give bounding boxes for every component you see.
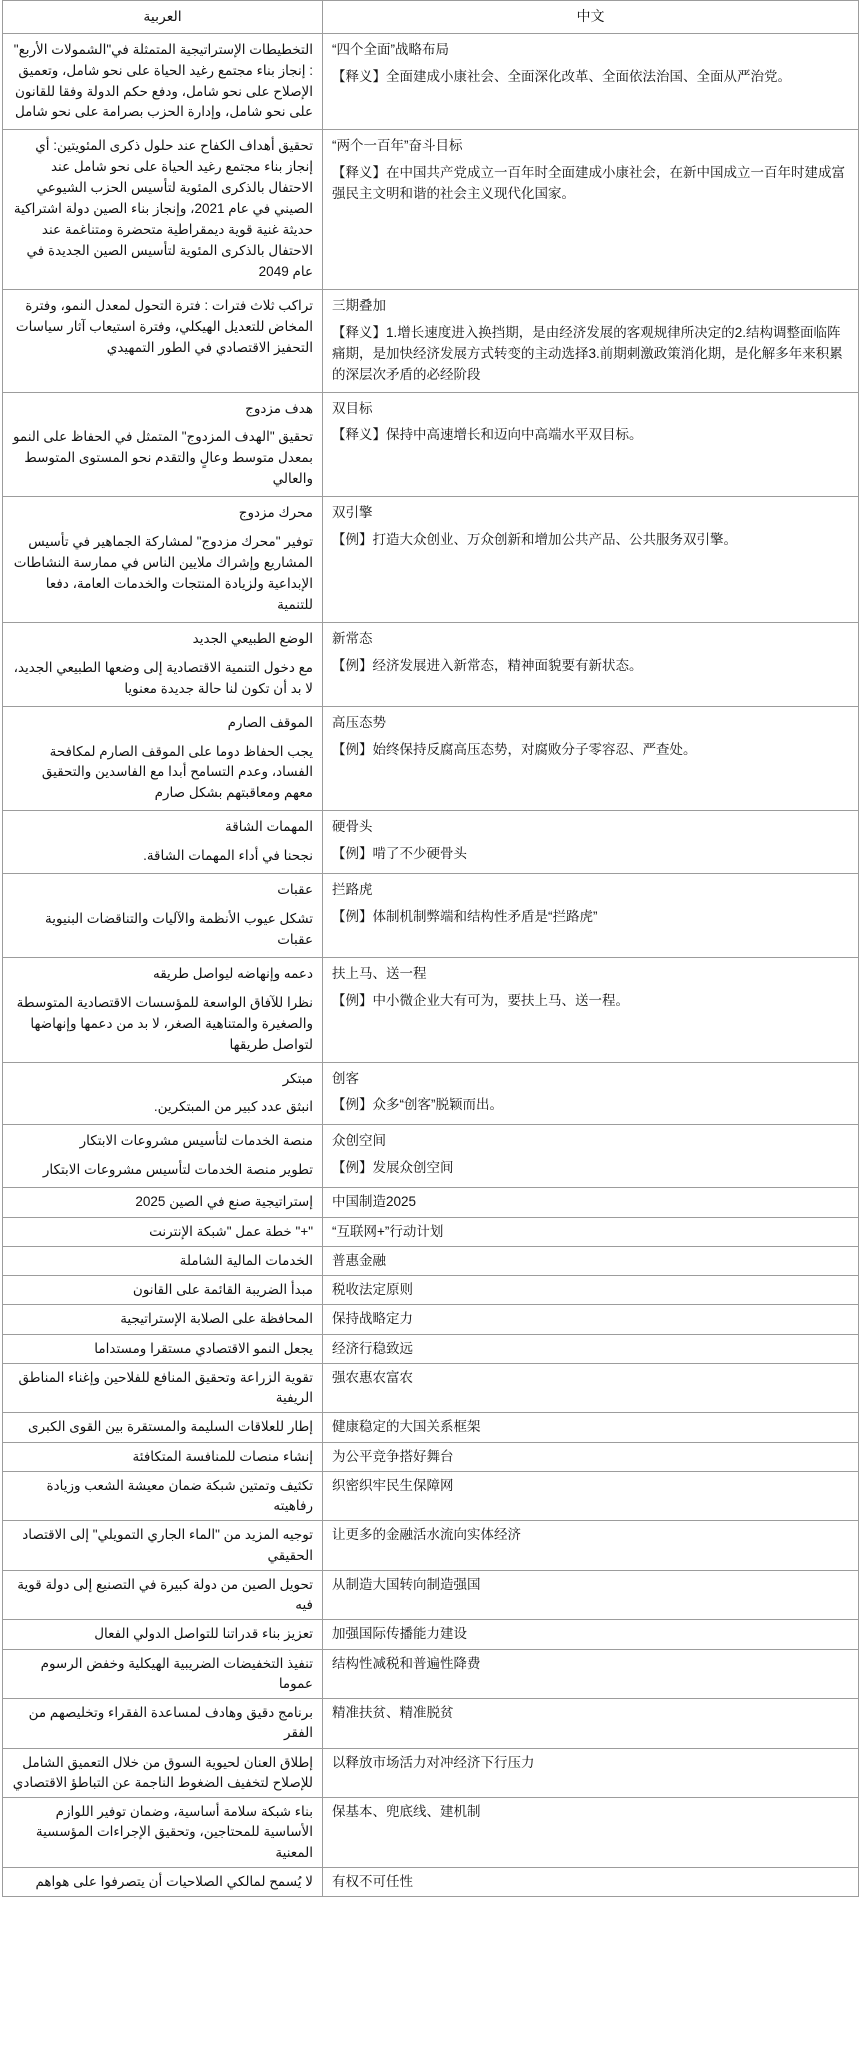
chinese-cell [323,33,859,130]
table-row [3,1413,859,1442]
arabic-gloss: مع دخول التنمية الاقتصادية إلى وضعها الطبيعي الجديد، لا بد أن تكون لنا حالة جديدة معنويا [13,659,313,696]
arabic-cell: لا يُسمح لمالكي الصلاحيات أن يتصرفوا على هواهم [3,1867,323,1896]
arabic-cell: الخدمات المالية الشاملة [3,1246,323,1275]
table-row [3,811,859,874]
chinese-cell [323,289,859,392]
arabic-term: الوضع الطبيعي الجديد [192,630,313,646]
chinese-cell: 为公平竞争搭好舞台 [323,1442,859,1471]
arabic-term: منصة الخدمات لتأسيس مشروعات الابتكار [79,1133,313,1149]
arabic-gloss: تطوير منصة الخدمات لتأسيس مشروعات الابتكار [42,1162,313,1178]
chinese-cell: “互联网+”行动计划 [323,1217,859,1246]
arabic-cell: إستراتيجية صنع في الصين 2025 [3,1188,323,1217]
table-row [3,1125,859,1188]
chinese-cell: 保基本、兜底线、建机制 [323,1798,859,1868]
chinese-cell: 保持战略定力 [323,1305,859,1334]
column-header-chinese: 中文 [323,1,859,34]
chinese-cell [323,1125,859,1188]
arabic-cell: إنشاء منصات للمنافسة المتكافئة [3,1442,323,1471]
glossary-body [3,33,859,1896]
arabic-cell [3,1062,323,1125]
chinese-term: 众创空间 [332,1133,386,1149]
arabic-gloss: التخطيطات الإستراتيجية المتمثلة في"الشمولات الأربع" : إنجاز بناء مجتمع رغيد الحياة على نحو شامل، وتعميق الإصلاح على نحو شامل، ودفع حكم الدولة وفقا للقانون على نحو شامل، وإدارة الحزب بصرامة على نحو شامل [13,41,313,120]
table-row [3,1062,859,1125]
arabic-cell [3,392,323,497]
table-row [3,1521,859,1571]
arabic-gloss: تراكب ثلاث فترات : فترة التحول لمعدل النمو، وفترة المخاض للتعديل الهيكلي، وفترة استيعاب آثار سياسات التحفيز الاقتصادي في الطور التمهيدي [15,297,313,355]
chinese-gloss: 【例】体制机制弊端和结构性矛盾是“拦路虎” [332,909,598,925]
arabic-cell [3,1125,323,1188]
chinese-cell [323,130,859,289]
arabic-cell [3,957,323,1062]
chinese-cell: 健康稳定的大国关系框架 [323,1413,859,1442]
table-row [3,1276,859,1305]
chinese-term: 硬骨头 [332,819,373,835]
table-row [3,497,859,623]
chinese-cell: 织密织牢民生保障网 [323,1471,859,1521]
arabic-cell [3,497,323,623]
arabic-term: المهمات الشاقة [225,819,313,835]
chinese-cell: 中国制造2025 [323,1188,859,1217]
table-row [3,1442,859,1471]
table-row [3,1305,859,1334]
table-row [3,289,859,392]
table-row [3,706,859,811]
arabic-cell: تنفيذ التخفيضات الضريبية الهيكلية وخفض الرسوم عموما [3,1649,323,1699]
table-row [3,1748,859,1798]
chinese-cell [323,392,859,497]
table-row [3,33,859,130]
arabic-gloss: يجب الحفاظ دوما على الموقف الصارم لمكافحة الفساد، وعدم التسامح أبدا مع الفاسدين والتحقيق معهم ومعاقبتهم بشكل صارم [41,743,313,801]
arabic-cell: المحافظة على الصلابة الإستراتيجية [3,1305,323,1334]
arabic-gloss: تحقيق أهداف الكفاح عند حلول ذكرى المئويتين: أي إنجاز بناء مجتمع رغيد الحياة على نحو شامل عند الاحتفال بالذكرى المئوية لتأسيس الحزب الشيوعي الصيني في عام 2021، وإنجاز بناء الصين دولة اشتراكية حديثة غنية قوية ديمقراطية متحضرة ومتناغمة عند الاحتفال بالذكرى المئوية لتأسيس الصين الجديدة في عام 2049 [13,138,313,279]
arabic-term: هدف مزدوج [245,400,313,416]
chinese-gloss: 【释义】全面建成小康社会、全面深化改革、全面依法治国、全面从严治党。 [332,68,791,84]
chinese-term: 拦路虎 [332,882,373,898]
chinese-cell [323,706,859,811]
arabic-term: محرك مزدوج [238,505,313,521]
chinese-gloss: 【释义】保持中高速增长和迈向中高端水平双目标。 [332,427,643,443]
chinese-cell: 以释放市场活力对冲经济下行压力 [323,1748,859,1798]
table-header-row [3,1,859,34]
chinese-term: 双目标 [332,400,373,416]
chinese-cell: 精准扶贫、精准脱贫 [323,1699,859,1749]
arabic-cell: تحويل الصين من دولة كبيرة في التصنيع إلى دولة قوية فيه [3,1570,323,1620]
chinese-term: “四个全面”战略布局 [332,41,449,57]
arabic-cell: يجعل النمو الاقتصادي مستقرا ومستداما [3,1334,323,1363]
arabic-cell [3,289,323,392]
table-row [3,1620,859,1649]
arabic-term: دعمه وإنهاضه ليواصل طريقه [152,965,313,981]
table-row [3,1649,859,1699]
chinese-gloss: 【例】经济发展进入新常态，精神面貌要有新状态。 [332,657,643,673]
table-row [3,874,859,958]
table-row [3,1798,859,1868]
chinese-cell [323,811,859,874]
chinese-cell [323,957,859,1062]
arabic-cell [3,874,323,958]
chinese-term: 新常态 [332,630,373,646]
chinese-cell: 结构性减税和普遍性降费 [323,1649,859,1699]
chinese-term: 扶上马、送一程 [332,965,427,981]
table-row [3,130,859,289]
arabic-cell: "+" خطة عمل "شبكة الإنترنت [3,1217,323,1246]
table-row [3,1570,859,1620]
table-row [3,1699,859,1749]
arabic-gloss: تحقيق "الهدف المزدوج" المتمثل في الحفاظ على النمو بمعدل متوسط وعالٍ والتقدم نحو المستوى المتوسط والعالي [12,429,313,487]
arabic-gloss: نظرا للآفاق الواسعة للمؤسسات الاقتصادية المتوسطة والصغيرة والمتناهية الصغر، لا بد من دعمها وإنهاضها لتواصل طريقها [16,994,313,1052]
glossary-table [2,0,859,1897]
arabic-gloss: تشكل عيوب الأنظمة والآليات والتناقضات البنيوية عقبات [44,911,313,947]
table-row [3,957,859,1062]
arabic-cell: تعزيز بناء قدراتنا للتواصل الدولي الفعال [3,1620,323,1649]
arabic-cell: تقوية الزراعة وتحقيق المنافع للفلاحين وإغناء المناطق الريفية [3,1363,323,1413]
chinese-term: “两个一百年”奋斗目标 [332,138,463,154]
table-row [3,1471,859,1521]
chinese-cell: 经济行稳致远 [323,1334,859,1363]
chinese-cell: 普惠金融 [323,1246,859,1275]
table-row [3,392,859,497]
chinese-gloss: 【释义】1.增长速度进入换挡期，是由经济发展的客观规律所决定的2.结构调整面临阵痛期，是加快经济发展方式转变的主动选择3.前期刺激政策消化期，是化解多年来积累的深层次矛盾的必经阶段 [332,324,843,382]
chinese-gloss: 【例】啃了不少硬骨头 [332,846,467,862]
table-row [3,1363,859,1413]
column-header-arabic: العربية [3,1,323,34]
table-row [3,1217,859,1246]
chinese-cell [323,1062,859,1125]
chinese-gloss: 【例】众多“创客”脱颖而出。 [332,1097,503,1113]
arabic-gloss: نجحنا في أداء المهمات الشاقة. [143,848,313,864]
arabic-gloss: انبثق عدد كبير من المبتكرين. [153,1099,313,1115]
arabic-cell: إطار للعلاقات السليمة والمستقرة بين القوى الكبرى [3,1413,323,1442]
table-row [3,1246,859,1275]
chinese-gloss: 【例】打造大众创业、万众创新和增加公共产品、公共服务双引擎。 [332,532,737,548]
arabic-cell: تكثيف وتمتين شبكة ضمان معيشة الشعب وزيادة رفاهيته [3,1471,323,1521]
arabic-cell: بناء شبكة سلامة أساسية، وضمان توفير اللوازم الأساسية للمحتاجين، وتحقيق الإجراءات المؤسسية المعنية [3,1798,323,1868]
chinese-cell: 加强国际传播能力建设 [323,1620,859,1649]
arabic-cell [3,811,323,874]
chinese-cell: 税收法定原则 [323,1276,859,1305]
chinese-term: 双引擎 [332,505,373,521]
arabic-cell [3,130,323,289]
chinese-cell [323,622,859,706]
table-row [3,1188,859,1217]
chinese-gloss: 【例】中小微企业大有可为，要扶上马、送一程。 [332,992,629,1008]
arabic-cell [3,33,323,130]
arabic-term: الموقف الصارم [227,714,313,730]
arabic-term: مبتكر [282,1070,313,1086]
table-row [3,622,859,706]
chinese-cell [323,874,859,958]
arabic-cell: توجيه المزيد من "الماء الجاري التمويلي" إلى الاقتصاد الحقيقي [3,1521,323,1571]
arabic-gloss: توفير "محرك مزدوج" لمشاركة الجماهير في تأسيس المشاريع وإشراك ملايين الناس في ممارسة النشاطات الإبداعية ولزيادة المنتجات والخدمات العامة، دفعا للتنمية [13,534,313,612]
arabic-cell [3,706,323,811]
arabic-cell: إطلاق العنان لحيوية السوق من خلال التعميق الشامل للإصلاح لتخفيف الضغوط الناجمة عن التباطؤ الاقتصادي [3,1748,323,1798]
chinese-gloss: 【例】始终保持反腐高压态势，对腐败分子零容忍、严查处。 [332,741,697,757]
chinese-term: 高压态势 [332,714,386,730]
chinese-cell: 让更多的金融活水流向实体经济 [323,1521,859,1571]
chinese-cell: 从制造大国转向制造强国 [323,1570,859,1620]
table-row [3,1334,859,1363]
chinese-cell: 强农惠农富农 [323,1363,859,1413]
chinese-cell: 有权不可任性 [323,1867,859,1896]
chinese-term: 三期叠加 [332,297,386,313]
arabic-term: عقبات [277,882,313,898]
chinese-gloss: 【例】发展众创空间 [332,1160,454,1176]
table-row [3,1867,859,1896]
chinese-term: 创客 [332,1070,359,1086]
arabic-cell: مبدأ الضريبة القائمة على القانون [3,1276,323,1305]
arabic-cell: برنامج دقيق وهادف لمساعدة الفقراء وتخليصهم من الفقر [3,1699,323,1749]
chinese-cell [323,497,859,623]
arabic-cell [3,622,323,706]
chinese-gloss: 【释义】在中国共产党成立一百年时全面建成小康社会，在新中国成立一百年时建成富强民主文明和谐的社会主义现代化国家。 [332,165,845,202]
